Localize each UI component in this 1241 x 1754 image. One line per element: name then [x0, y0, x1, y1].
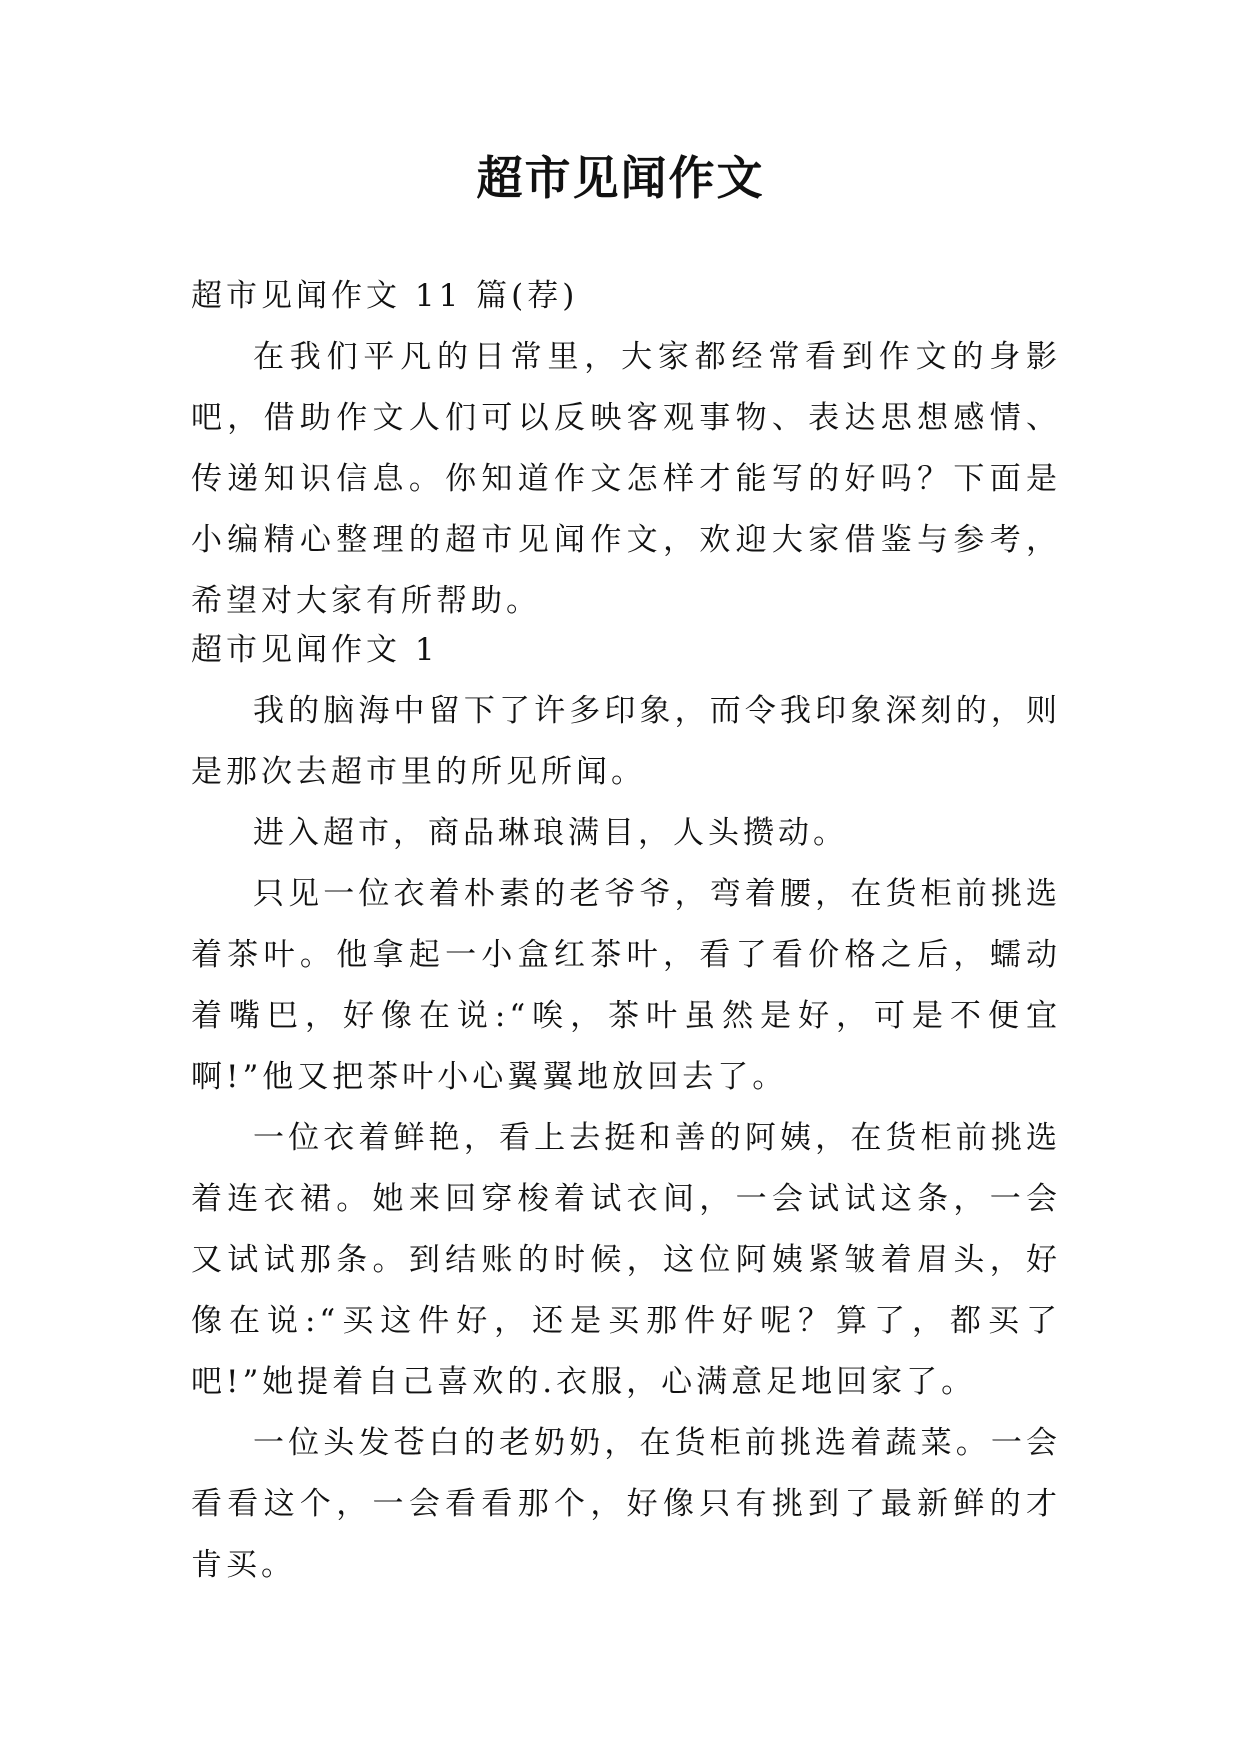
- paragraph: 一位头发苍白的老奶奶，在货柜前挑选着蔬菜。一会看看这个，一会看看那个，好像只有挑到了最新鲜的才肯买。: [191, 1425, 1061, 1583]
- paragraph: 只见一位衣着朴素的老爷爷，弯着腰，在货柜前挑选着茶叶。他拿起一小盒红茶叶，看了看价格之后，蠕动着嘴巴，好像在说:“唉，茶叶虽然是好，可是不便宜啊!”他又把茶叶小心翼翼地放回去了。: [191, 876, 1061, 1095]
- paragraph: 我的脑海中留下了许多印象，而令我印象深刻的，则是那次去超市里的所见所闻。: [191, 693, 1061, 790]
- document-subtitle: 超市见闻作文 11 篇(荐): [191, 278, 579, 314]
- paragraph: 进入超市，商品琳琅满目，人头攒动。: [253, 815, 848, 851]
- document-title: 超市见闻作文: [476, 151, 765, 205]
- intro-paragraph: 在我们平凡的日常里，大家都经常看到作文的身影吧，借助作文人们可以反映客观事物、表达思想感情、传递知识信息。你知道作文怎样才能写的好吗？下面是小编精心整理的超市见闻作文，欢迎大家借鉴与参考，希望对大家有所帮助。: [191, 339, 1061, 619]
- section-body: [191, 681, 1061, 1596]
- section-heading: 超市见闻作文 1: [191, 632, 439, 668]
- paragraph: 一位衣着鲜艳，看上去挺和善的阿姨，在货柜前挑选着连衣裙。她来回穿梭着试衣间，一会试试这条，一会又试试那条。到结账的时候，这位阿姨紧皱着眉头，好像在说:“买这件好，还是买那件好呢？算了，都买了吧!”她提着自己喜欢的.衣服，心满意足地回家了。: [191, 1120, 1061, 1400]
- intro-block: [191, 327, 1061, 632]
